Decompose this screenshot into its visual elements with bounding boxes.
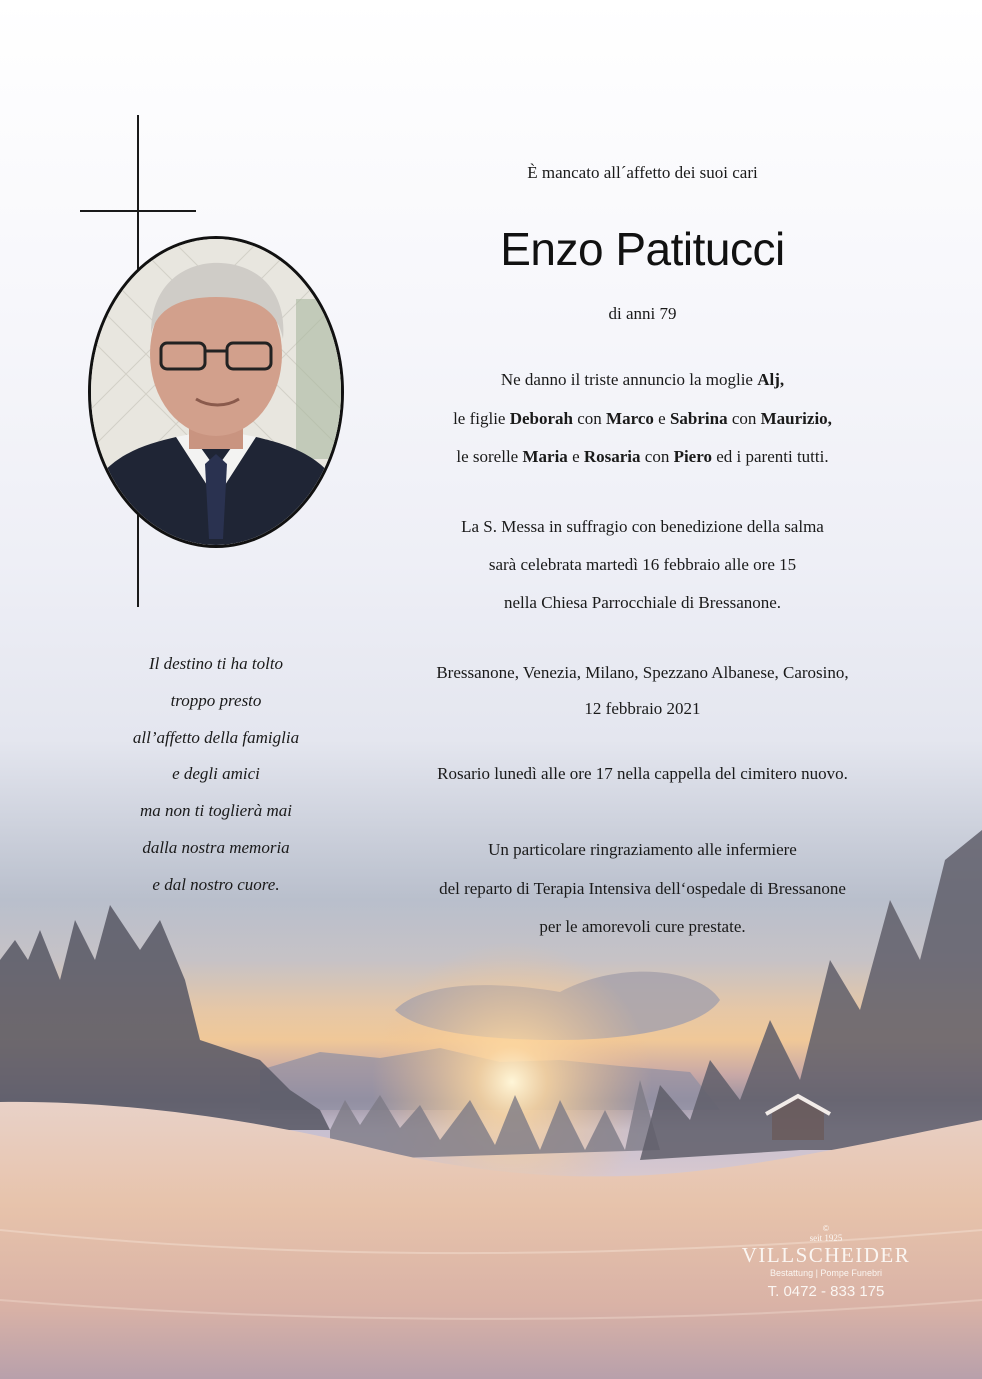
funeral-home-name: VILLSCHEIDER xyxy=(741,1243,911,1267)
announcement-text: le sorelle xyxy=(456,447,523,466)
announcement-text: e xyxy=(653,408,670,428)
relative-name: Maurizio, xyxy=(760,408,832,428)
poem-line: troppo presto xyxy=(170,690,262,710)
date-line: 12 febbraio 2021 xyxy=(584,699,701,718)
funeral-home-phone: T. 0472 - 833 175 xyxy=(767,1283,885,1300)
announcement-text: ed i parenti tutti. xyxy=(711,447,829,466)
announcement-text: le figlie xyxy=(453,408,510,428)
announcement-text: con xyxy=(573,408,607,428)
mass-details xyxy=(390,508,895,622)
mass-line: sarà celebrata martedì 16 febbraio alle ore 15 xyxy=(488,555,797,574)
relative-name: Rosaria xyxy=(583,447,641,466)
deceased-age: di anni 79 xyxy=(608,304,677,323)
announcement-text: Ne danno il triste annuncio la moglie xyxy=(500,370,758,389)
announcement-line xyxy=(390,400,895,439)
announcement-line xyxy=(390,361,895,400)
funeral-home-subtitle: Bestattung | Pompe Funebri xyxy=(770,1268,882,1278)
notice-intro: È mancato all´affetto dei suoi cari xyxy=(527,163,758,182)
announcement-text: con xyxy=(640,447,674,466)
portrait-illustration xyxy=(91,239,341,545)
founded-year: seit 1925 xyxy=(809,1233,843,1243)
poem-line: e degli amici xyxy=(172,764,260,784)
copyright-mark: © xyxy=(823,1224,829,1233)
relative-name: Maria xyxy=(522,447,568,466)
relative-name: Sabrina xyxy=(669,408,728,428)
relative-name: Piero xyxy=(673,447,712,466)
announcement-line xyxy=(390,438,895,477)
poem-line: ma non ti toglierà mai xyxy=(139,801,293,821)
announcement-text: con xyxy=(727,408,761,428)
thanks-line: del reparto di Terapia Intensiva dell‘ospedale di Bressanone xyxy=(439,878,846,898)
poem-line: all’affetto della famiglia xyxy=(132,727,300,747)
thanks-line: Un particolare ringraziamento alle infermiere xyxy=(488,840,797,859)
announcement-text: e xyxy=(567,447,584,466)
thanks-line: per le amorevoli cure prestate. xyxy=(539,917,746,936)
rosary-info: Rosario lunedì alle ore 17 nella cappella del cimitero nuovo. xyxy=(437,764,848,783)
mass-line: La S. Messa in suffragio con benedizione della salma xyxy=(461,517,824,536)
poem-line: e dal nostro cuore. xyxy=(152,874,280,894)
family-announcement xyxy=(390,361,895,477)
cross-horizontal-line xyxy=(80,210,196,212)
mass-line: nella Chiesa Parrocchiale di Bressanone. xyxy=(503,593,782,612)
relative-name: Alj, xyxy=(757,370,785,389)
poem-line: dalla nostra memoria xyxy=(142,837,290,857)
deceased-name: Enzo Patitucci xyxy=(500,223,785,275)
places-and-date xyxy=(390,655,895,727)
portrait-photo xyxy=(88,236,344,548)
thanks-message xyxy=(390,831,895,947)
funeral-home-logo xyxy=(728,1224,924,1302)
relative-name: Deborah xyxy=(509,408,573,428)
places-line: Bressanone, Venezia, Milano, Spezzano Albanese, Carosino, xyxy=(436,663,849,682)
relative-name: Marco xyxy=(606,408,654,428)
poem-line: Il destino ti ha tolto xyxy=(148,654,284,673)
memorial-poem xyxy=(100,646,332,904)
